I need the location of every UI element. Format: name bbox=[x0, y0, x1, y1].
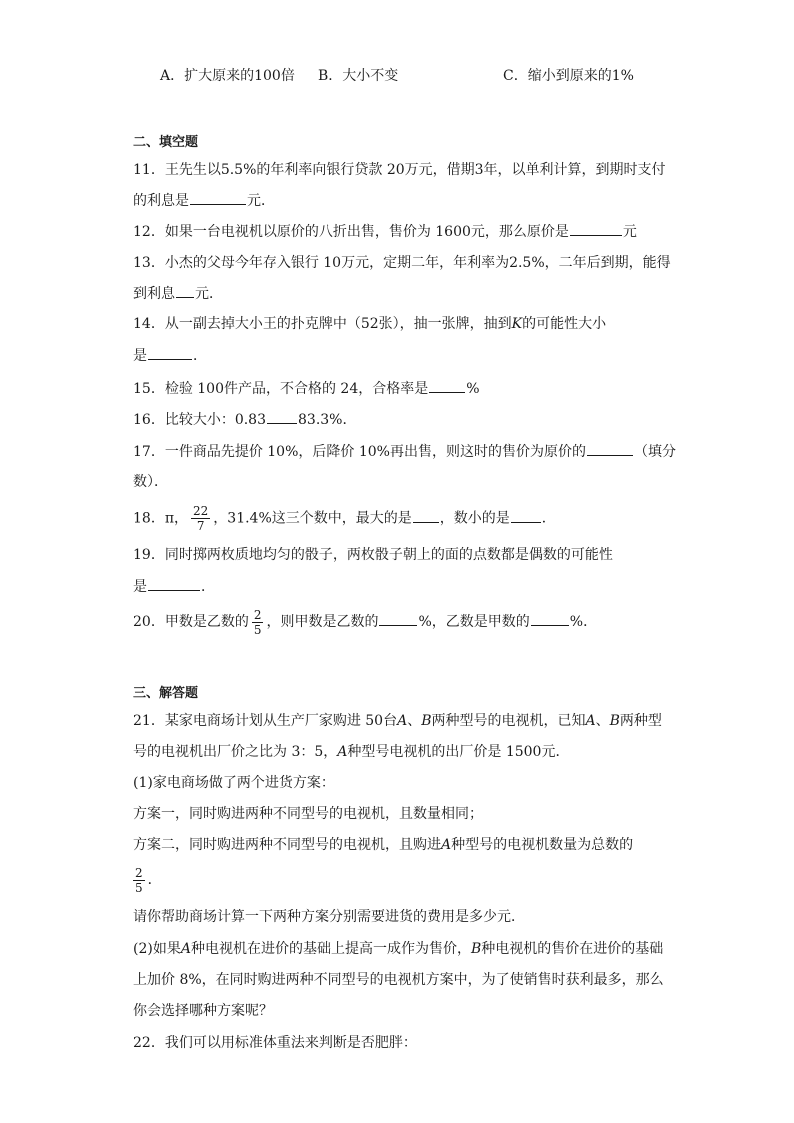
answer-blank bbox=[379, 611, 417, 626]
answer-blank bbox=[429, 378, 465, 393]
question-21-plan-2-fraction: $\frac{2}{5}$ ． bbox=[135, 865, 162, 895]
question-17-line-1: 17．一件商品先提价 10%，后降价 10%再出售，则这时的售价为原价的 （填分 bbox=[133, 441, 676, 462]
question-12: 12．如果一台电视机以原价的八折出售，售价为 1600元，那么原价是 元 bbox=[133, 221, 637, 242]
section-heading-fill-in: 二、填空题 bbox=[133, 135, 199, 150]
section-heading-solutions: 三、解答题 bbox=[133, 686, 199, 701]
answer-blank bbox=[148, 345, 192, 360]
question-16: 16．比较大小：0.83 83.3%． bbox=[133, 409, 356, 430]
answer-blank bbox=[176, 283, 194, 298]
answer-blank bbox=[190, 190, 246, 205]
question-22: 22．我们可以用标准体重法来判断是否肥胖： bbox=[133, 1035, 417, 1051]
question-21-request: 请你帮助商场计算一下两种方案分别需要进货的费用是多少元． bbox=[133, 909, 525, 925]
answer-blank bbox=[531, 611, 569, 626]
question-15: 15．检验 100件产品，不合格的 24，合格率是 % bbox=[133, 378, 480, 399]
question-19-line-2: 是 ． bbox=[133, 576, 215, 597]
answer-blank bbox=[267, 409, 297, 424]
question-20: 20．甲数是乙数的 $\frac{2}{5}$ ，则甲数是乙数的 %，乙数是甲数的 %． bbox=[133, 607, 598, 637]
question-21-plan-1: 方案一，同时购进两种不同型号的电视机，且数量相同； bbox=[133, 806, 483, 822]
answer-blank bbox=[413, 508, 439, 523]
question-21-part-1: (1)家电商场做了两个进货方案： bbox=[133, 775, 335, 791]
fraction-22-7: $\frac{22}{7}$ bbox=[193, 504, 209, 533]
question-21-part-2-line-1: (2)如果A种电视机在进价的基础上提高一成作为售价，B种电视机的售价在进价的基础 bbox=[133, 941, 664, 957]
question-11-line-2: 的利息是 元． bbox=[133, 190, 275, 211]
option-a: A．扩大原来的100倍 bbox=[160, 68, 295, 84]
question-14-line-1: 14．从一副去掉大小王的扑克牌中（52张），抽一张牌，抽到K的可能性大小 bbox=[133, 316, 607, 332]
question-21-part-2-line-3: 你会选择哪种方案呢？ bbox=[133, 1003, 273, 1019]
answer-blank bbox=[587, 441, 633, 456]
question-17-line-2: 数）． bbox=[133, 474, 168, 490]
fraction-2-5: $\frac{2}{5}$ bbox=[253, 607, 262, 637]
question-21-line-1: 21．某家电商场计划从生产厂家购进 50台A、B两种型号的电视机，已知A、B两种型 bbox=[133, 713, 662, 729]
question-19-line-1: 19．同时掷两枚质地均匀的骰子，两枚骰子朝上的面的点数都是偶数的可能性 bbox=[133, 547, 613, 563]
question-21-line-2: 号的电视机出厂价之比为 3：5，A种型号电视机的出厂价是 1500元． bbox=[133, 744, 570, 760]
question-13-line-2: 到利息 元． bbox=[133, 283, 223, 304]
question-18: 18．π， $\frac{22}{7}$ ，31.4%这三个数中，最大的是 ，数小的是 ． bbox=[133, 504, 556, 533]
question-21-part-2-line-2: 上加价 8%，在同时购进两种不同型号的电视机方案中，为了使销售时获利最多，那么 bbox=[133, 972, 664, 988]
answer-blank bbox=[148, 576, 200, 591]
question-21-plan-2: 方案二，同时购进两种不同型号的电视机，且购进A种型号的电视机数量为总数的 bbox=[133, 837, 634, 853]
question-14-line-2: 是 ． bbox=[133, 345, 207, 366]
fraction-2-5-total: $\frac{2}{5}$ bbox=[135, 865, 143, 895]
answer-blank bbox=[570, 221, 622, 236]
option-c: C．缩小到原来的1% bbox=[503, 68, 634, 84]
option-b: B．大小不变 bbox=[318, 68, 399, 84]
question-13-line-1: 13．小杰的父母今年存入银行 10万元，定期二年，年利率为2.5%，二年后到期，能得 bbox=[133, 255, 671, 271]
question-11-line-1: 11．王先生以5.5%的年利率向银行贷款 20万元，借期3年，以单利计算，到期时支付 bbox=[133, 162, 666, 178]
answer-blank bbox=[511, 508, 541, 523]
